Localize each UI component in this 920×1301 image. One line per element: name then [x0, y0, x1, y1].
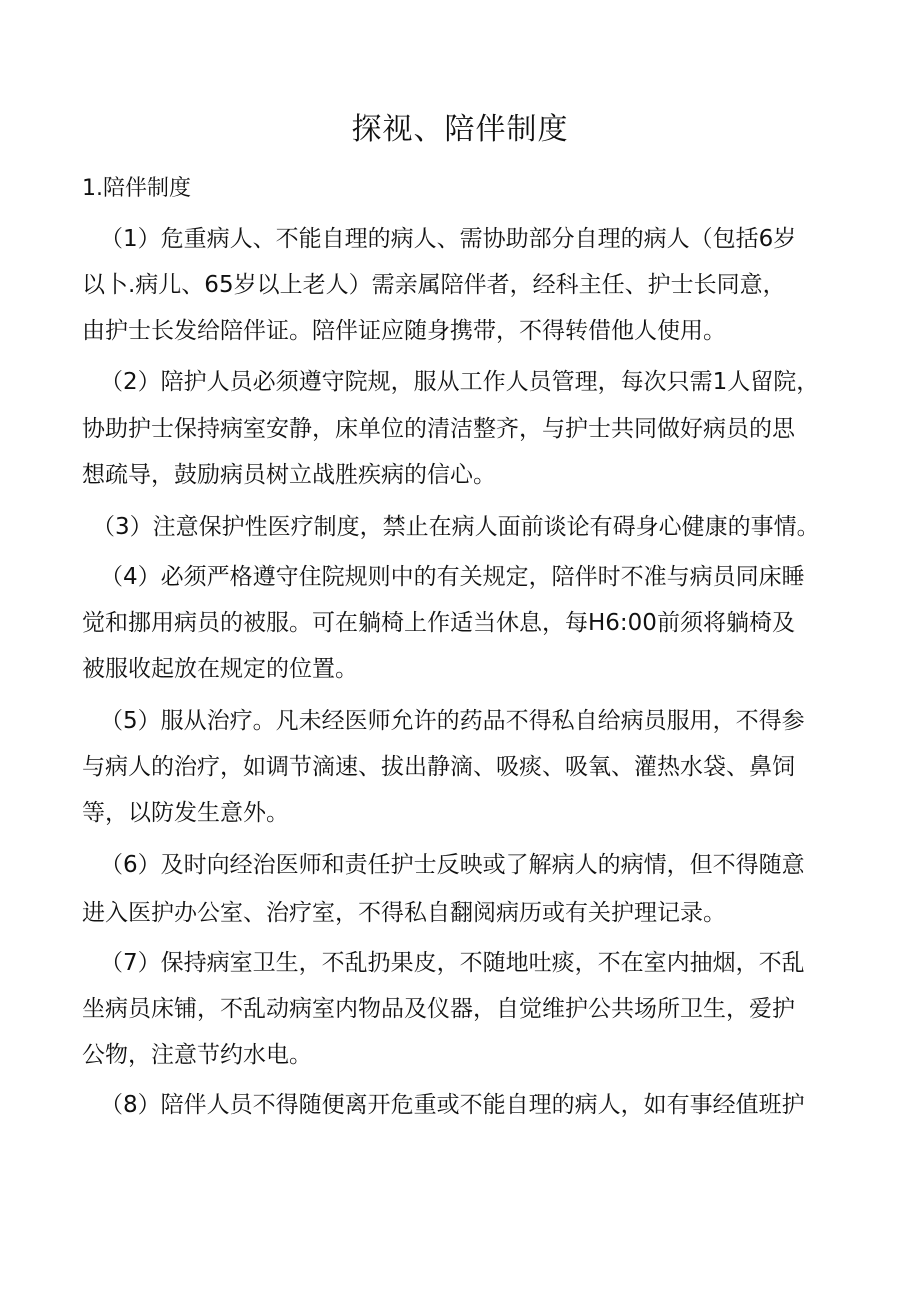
- paragraph-7-line-2: 坐病员床铺，不乱动病室内物品及仪器，自觉维护公共场所卫生，爱护: [82, 996, 795, 1022]
- paragraph-8-line-1: （8）陪伴人员不得随便离开危重或不能自理的病人，如有事经值班护: [100, 1092, 805, 1118]
- paragraph-5-line-1: （5）服从治疗。凡未经医师允许的药品不得私自给病员服用，不得参: [100, 708, 805, 734]
- paragraph-2-line-3: 想疏导，鼓励病员树立战胜疾病的信心。: [82, 462, 496, 488]
- paragraph-5-line-2: 与病人的治疗，如调节滴速、拔出静滴、吸痰、吸氧、灌热水袋、鼻饲: [82, 754, 795, 780]
- section-heading: 1.陪伴制度: [82, 176, 191, 201]
- paragraph-3-line-1: （3）注意保护性医疗制度，禁止在病人面前谈论有碍身心健康的事情。: [92, 514, 820, 540]
- paragraph-6-line-2: 进入医护办公室、治疗室，不得私自翻阅病历或有关护理记录。: [82, 900, 726, 926]
- paragraph-2-line-2: 协助护士保持病室安静，床单位的清洁整齐，与护士共同做好病员的思: [82, 416, 795, 442]
- paragraph-1-line-2: 以卜.病儿、65岁以上老人）需亲属陪伴者，经科主任、护士长同意，: [82, 272, 786, 298]
- paragraph-7-line-3: 公物，注意节约水电。: [82, 1042, 312, 1068]
- paragraph-4-line-1: （4）必须严格遵守住院规则中的有关规定，陪伴时不准与病员同床睡: [100, 564, 805, 590]
- paragraph-1-line-1: （1）危重病人、不能自理的病人、需协助部分自理的病人（包括6岁: [100, 226, 797, 252]
- paragraph-6-line-1: （6）及时向经治医师和责任护士反映或了解病人的病情，但不得随意: [100, 852, 805, 878]
- paragraph-4-line-2: 觉和挪用病员的被服。可在躺椅上作适当休息，每H6:00前须将躺椅及: [82, 610, 795, 636]
- paragraph-7-line-1: （7）保持病室卫生，不乱扔果皮，不随地吐痰，不在室内抽烟，不乱: [100, 950, 805, 976]
- paragraph-5-line-3: 等，以防发生意外。: [82, 800, 289, 826]
- document-title: 探视、陪伴制度: [351, 112, 569, 147]
- paragraph-4-line-3: 被服收起放在规定的位置。: [82, 656, 358, 682]
- paragraph-1-line-3: 由护士长发给陪伴证。陪伴证应随身携带，不得转借他人使用。: [82, 318, 726, 344]
- paragraph-2-line-1: （2）陪护人员必须遵守院规，服从工作人员管理，每次只需1人留院，: [100, 369, 820, 395]
